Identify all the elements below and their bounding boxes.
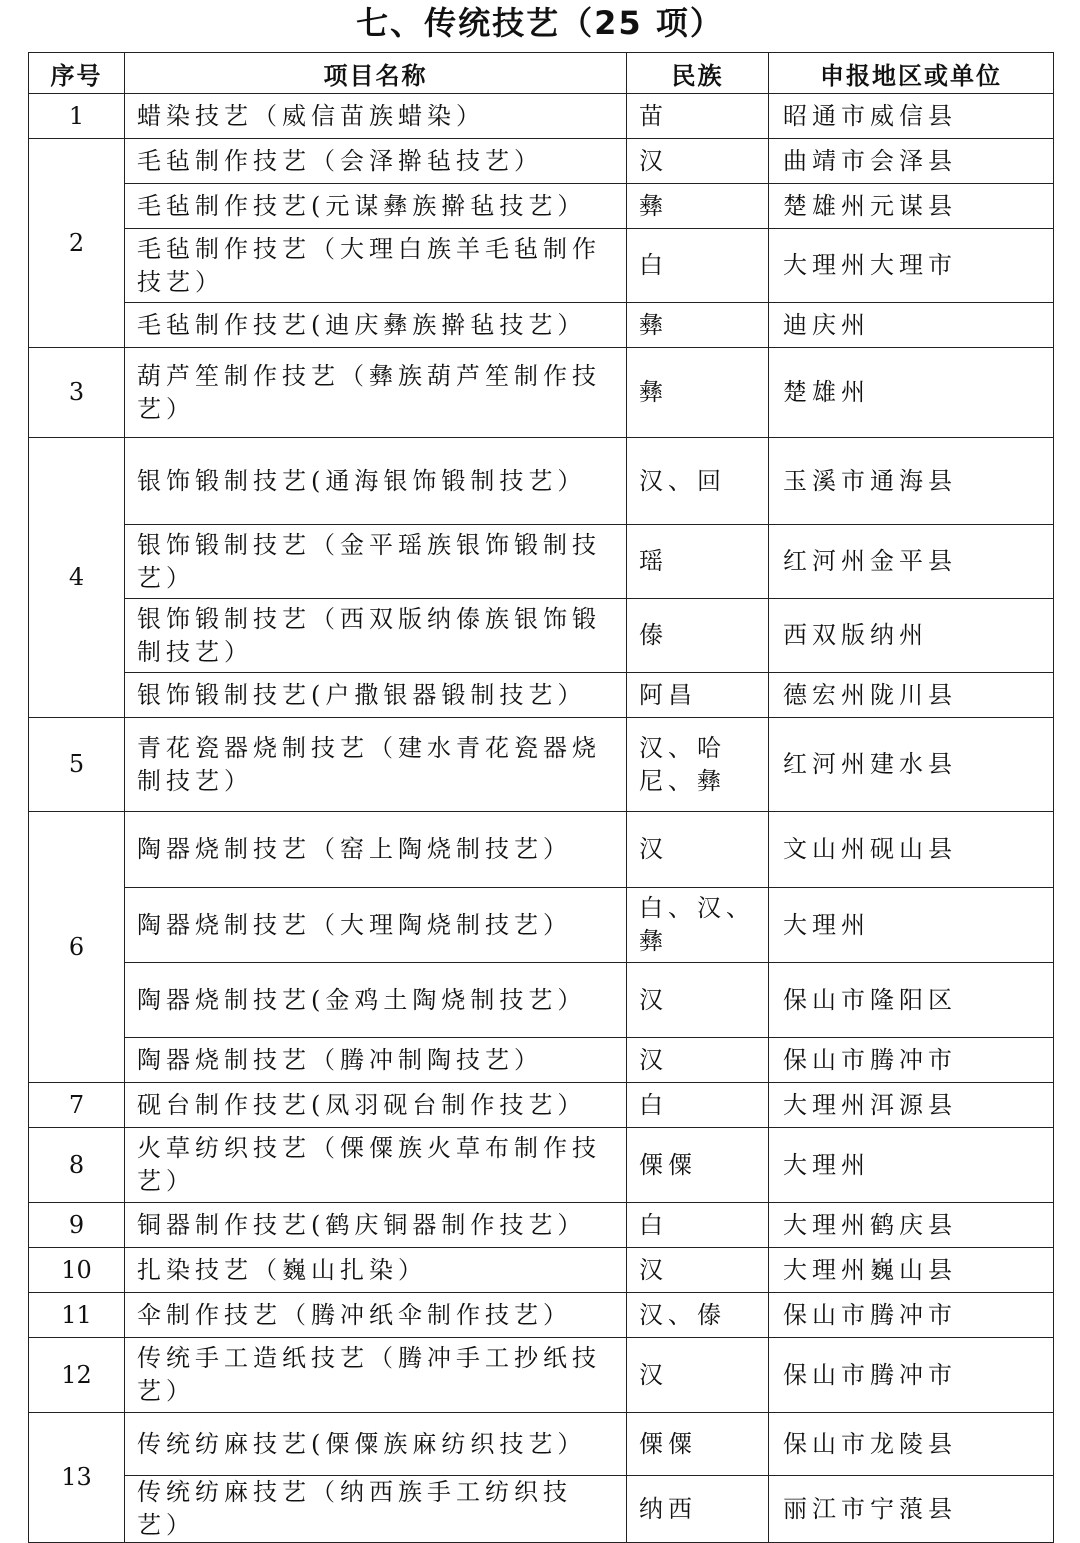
cell-name: 毛毡制作技艺（会泽擀毡技艺）: [125, 139, 627, 184]
table-row: [29, 1203, 1054, 1248]
table-row: [29, 1293, 1054, 1338]
cell-region: 昭通市威信县: [769, 94, 1054, 139]
cell-name: 传统纺麻技艺(傈僳族麻纺织技艺）: [125, 1413, 627, 1476]
cell-region: 楚雄州: [769, 348, 1054, 438]
cell-region: 德宏州陇川县: [769, 673, 1054, 718]
cell-region: 大理州大理市: [769, 229, 1054, 303]
cell-name: 蜡染技艺（威信苗族蜡染）: [125, 94, 627, 139]
cell-region: 保山市腾冲市: [769, 1293, 1054, 1338]
cell-region: 西双版纳州: [769, 599, 1054, 673]
cell-ethnic: 彝: [627, 184, 769, 229]
table-row: [29, 1128, 1054, 1203]
cell-ethnic: 汉、哈尼、彝: [627, 718, 769, 812]
table-row: [29, 673, 1054, 718]
cell-seq: 1: [29, 94, 125, 139]
header-row: [29, 53, 1054, 94]
cell-region: 保山市腾冲市: [769, 1038, 1054, 1083]
table-row: [29, 1413, 1054, 1476]
column-header-name: 项目名称: [125, 53, 627, 94]
table-row: [29, 1476, 1054, 1543]
table-row: [29, 718, 1054, 812]
column-header-seq: 序号: [29, 53, 125, 94]
cell-ethnic: 白、汉、彝: [627, 888, 769, 963]
cell-name: 扎染技艺（巍山扎染）: [125, 1248, 627, 1293]
cell-region: 保山市腾冲市: [769, 1338, 1054, 1413]
table-row: [29, 184, 1054, 229]
cell-region: 保山市龙陵县: [769, 1413, 1054, 1476]
cell-region: 文山州砚山县: [769, 812, 1054, 888]
cell-ethnic: 纳西: [627, 1476, 769, 1543]
column-header-region: 申报地区或单位: [769, 53, 1054, 94]
table-body: [29, 94, 1054, 1543]
cell-region: 红河州金平县: [769, 525, 1054, 599]
cell-name: 陶器烧制技艺(金鸡土陶烧制技艺）: [125, 963, 627, 1038]
cell-name: 葫芦笙制作技艺（彝族葫芦笙制作技艺）: [125, 348, 627, 438]
table-row: [29, 1038, 1054, 1083]
cell-seq: 7: [29, 1083, 125, 1128]
cell-ethnic: 苗: [627, 94, 769, 139]
cell-seq: 8: [29, 1128, 125, 1203]
table-row: [29, 348, 1054, 438]
table-row: [29, 812, 1054, 888]
cell-region: 大理州巍山县: [769, 1248, 1054, 1293]
page-title: 七、传统技艺（25 项）: [356, 4, 724, 42]
cell-ethnic: 白: [627, 1203, 769, 1248]
table-row: [29, 1338, 1054, 1413]
table-row: [29, 599, 1054, 673]
cell-name: 毛毡制作技艺(迪庆彝族擀毡技艺）: [125, 303, 627, 348]
cell-ethnic: 阿昌: [627, 673, 769, 718]
cell-region: 大理州鹤庆县: [769, 1203, 1054, 1248]
table-row: [29, 229, 1054, 303]
table-row: [29, 1083, 1054, 1128]
cell-region: 保山市隆阳区: [769, 963, 1054, 1038]
cell-name: 银饰锻制技艺（金平瑶族银饰锻制技艺）: [125, 525, 627, 599]
cell-ethnic: 傣: [627, 599, 769, 673]
cell-seq: 11: [29, 1293, 125, 1338]
table-row: [29, 303, 1054, 348]
cell-region: 楚雄州元谋县: [769, 184, 1054, 229]
cell-ethnic: 白: [627, 1083, 769, 1128]
cell-seq: 4: [29, 438, 125, 718]
cell-name: 陶器烧制技艺（腾冲制陶技艺）: [125, 1038, 627, 1083]
cell-name: 传统纺麻技艺（纳西族手工纺织技艺）: [125, 1476, 627, 1543]
table-row: [29, 963, 1054, 1038]
cell-region: 迪庆州: [769, 303, 1054, 348]
table-row: [29, 139, 1054, 184]
cell-name: 火草纺织技艺（傈僳族火草布制作技艺）: [125, 1128, 627, 1203]
cell-name: 陶器烧制技艺（大理陶烧制技艺）: [125, 888, 627, 963]
cell-name: 伞制作技艺（腾冲纸伞制作技艺）: [125, 1293, 627, 1338]
cell-seq: 13: [29, 1413, 125, 1543]
cell-ethnic: 汉: [627, 1038, 769, 1083]
cell-name: 传统手工造纸技艺（腾冲手工抄纸技艺）: [125, 1338, 627, 1413]
cell-seq: 3: [29, 348, 125, 438]
table-row: [29, 525, 1054, 599]
cell-ethnic: 汉: [627, 139, 769, 184]
cell-ethnic: 汉: [627, 812, 769, 888]
cell-seq: 9: [29, 1203, 125, 1248]
cell-ethnic: 傈僳: [627, 1413, 769, 1476]
cell-ethnic: 瑶: [627, 525, 769, 599]
cell-region: 玉溪市通海县: [769, 438, 1054, 525]
table-row: [29, 94, 1054, 139]
heritage-table: [28, 52, 1054, 1543]
cell-region: 丽江市宁蒗县: [769, 1476, 1054, 1543]
cell-seq: 12: [29, 1338, 125, 1413]
cell-ethnic: 彝: [627, 303, 769, 348]
cell-ethnic: 白: [627, 229, 769, 303]
cell-name: 青花瓷器烧制技艺（建水青花瓷器烧制技艺）: [125, 718, 627, 812]
cell-ethnic: 汉: [627, 963, 769, 1038]
cell-region: 大理州: [769, 1128, 1054, 1203]
table-row: [29, 438, 1054, 525]
cell-seq: 2: [29, 139, 125, 348]
cell-name: 铜器制作技艺(鹤庆铜器制作技艺）: [125, 1203, 627, 1248]
cell-ethnic: 汉: [627, 1248, 769, 1293]
cell-name: 毛毡制作技艺(元谋彝族擀毡技艺）: [125, 184, 627, 229]
cell-ethnic: 彝: [627, 348, 769, 438]
cell-region: 大理州洱源县: [769, 1083, 1054, 1128]
cell-ethnic: 汉: [627, 1338, 769, 1413]
cell-region: 曲靖市会泽县: [769, 139, 1054, 184]
cell-seq: 5: [29, 718, 125, 812]
cell-name: 银饰锻制技艺(户撒银器锻制技艺）: [125, 673, 627, 718]
cell-ethnic: 汉、回: [627, 438, 769, 525]
table-row: [29, 888, 1054, 963]
cell-name: 砚台制作技艺(凤羽砚台制作技艺）: [125, 1083, 627, 1128]
cell-seq: 6: [29, 812, 125, 1083]
cell-seq: 10: [29, 1248, 125, 1293]
cell-name: 银饰锻制技艺(通海银饰锻制技艺）: [125, 438, 627, 525]
cell-ethnic: 傈僳: [627, 1128, 769, 1203]
cell-region: 红河州建水县: [769, 718, 1054, 812]
cell-ethnic: 汉、傣: [627, 1293, 769, 1338]
cell-name: 银饰锻制技艺（西双版纳傣族银饰锻制技艺）: [125, 599, 627, 673]
cell-name: 毛毡制作技艺（大理白族羊毛毡制作技艺）: [125, 229, 627, 303]
column-header-ethnic: 民族: [627, 53, 769, 94]
cell-name: 陶器烧制技艺（窑上陶烧制技艺）: [125, 812, 627, 888]
table-row: [29, 1248, 1054, 1293]
cell-region: 大理州: [769, 888, 1054, 963]
